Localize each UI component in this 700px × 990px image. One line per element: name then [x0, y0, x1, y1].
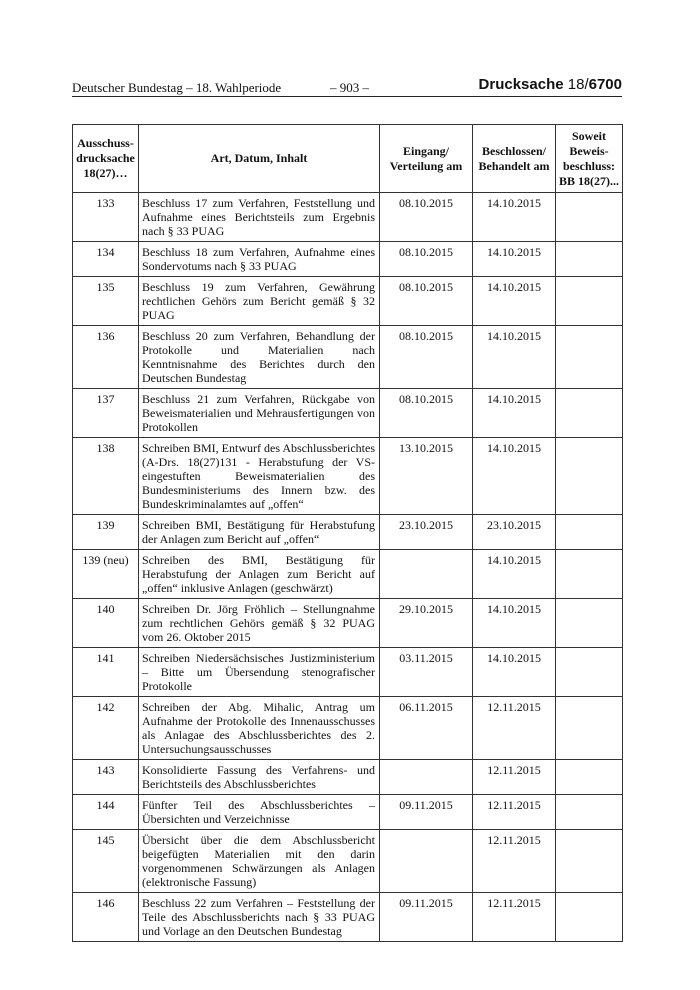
cell-art: Beschluss 20 zum Verfahren, Behandlung der Protokolle und Materialien nach Kenntnisnahme des Berichtes durch den Deutschen Bundestag: [139, 326, 380, 389]
cell-beschlossen: 14.10.2015: [473, 326, 556, 389]
page-number: – 903 –: [330, 80, 369, 95]
cell-beschlossen: 23.10.2015: [473, 515, 556, 550]
table-row: [73, 242, 623, 277]
table-row: [73, 648, 623, 697]
table-row: [73, 438, 623, 515]
cell-soweit: [556, 795, 623, 830]
cell-art: Schreiben BMI, Entwurf des Abschlussberichtes (A-Drs. 18(27)131 - Herabstufung der VS-eingestuften Beweismaterialien des Bundesministeriums des Innern bzw. des Bundeskriminalamtes auf „offen“: [139, 438, 380, 515]
cell-beschlossen: 14.10.2015: [473, 277, 556, 326]
table-row: [73, 389, 623, 438]
cell-nr: 140: [73, 599, 139, 648]
cell-soweit: [556, 830, 623, 893]
cell-art: Fünfter Teil des Abschlussberichtes – Übersichten und Verzeichnisse: [139, 795, 380, 830]
document-label: Drucksache: [478, 76, 564, 93]
table-row: [73, 795, 623, 830]
cell-beschlossen: 12.11.2015: [473, 760, 556, 795]
cell-beschlossen: 14.10.2015: [473, 389, 556, 438]
cell-nr: 143: [73, 760, 139, 795]
cell-beschlossen: 14.10.2015: [473, 599, 556, 648]
cell-beschlossen: 12.11.2015: [473, 830, 556, 893]
cell-eingang: 09.11.2015: [380, 795, 473, 830]
cell-soweit: [556, 648, 623, 697]
cell-eingang: 03.11.2015: [380, 648, 473, 697]
cell-soweit: [556, 277, 623, 326]
cell-art: Übersicht über die dem Abschlussbericht beigefügten Materialien mit den darin vorgenommenen Schwärzungen als Anlagen (elektronische Fassung): [139, 830, 380, 893]
cell-art: Schreiben des BMI, Bestätigung für Herabstufung der Anlagen zum Bericht auf „offen“ inklusive Anlagen (geschwärzt): [139, 550, 380, 599]
cell-eingang: 13.10.2015: [380, 438, 473, 515]
cell-art: Beschluss 17 zum Verfahren, Feststellung und Aufnahme eines Berichtsteils zum Ergebnis nach § 33 PUAG: [139, 193, 380, 242]
cell-art: Schreiben Niedersächsisches Justizministerium – Bitte um Übersendung stenografischer Protokolle: [139, 648, 380, 697]
cell-eingang: [380, 830, 473, 893]
table-row: [73, 760, 623, 795]
table-row: [73, 893, 623, 942]
cell-nr: 139: [73, 515, 139, 550]
cell-nr: 133: [73, 193, 139, 242]
cell-nr: 138: [73, 438, 139, 515]
cell-soweit: [556, 326, 623, 389]
cell-art: Beschluss 21 zum Verfahren, Rückgabe von Beweismaterialien und Mehrausfertigungen von Protokollen: [139, 389, 380, 438]
cell-art: Beschluss 18 zum Verfahren, Aufnahme eines Sondervotums nach § 33 PUAG: [139, 242, 380, 277]
column-header-nr: Ausschuss- drucksache 18(27)…: [73, 125, 139, 193]
cell-soweit: [556, 242, 623, 277]
cell-nr: 137: [73, 389, 139, 438]
page-header: [72, 78, 622, 97]
table-row: [73, 830, 623, 893]
cell-nr: 145: [73, 830, 139, 893]
cell-nr: 144: [73, 795, 139, 830]
cell-nr: 134: [73, 242, 139, 277]
cell-nr: 141: [73, 648, 139, 697]
cell-beschlossen: 12.11.2015: [473, 697, 556, 760]
cell-nr: 142: [73, 697, 139, 760]
cell-eingang: 23.10.2015: [380, 515, 473, 550]
cell-eingang: [380, 760, 473, 795]
table-row: [73, 697, 623, 760]
cell-art: Schreiben BMI, Bestätigung für Herabstufung der Anlagen zum Bericht auf „offen“: [139, 515, 380, 550]
table-row: [73, 550, 623, 599]
cell-soweit: [556, 515, 623, 550]
cell-eingang: 09.11.2015: [380, 893, 473, 942]
cell-soweit: [556, 389, 623, 438]
cell-eingang: 08.10.2015: [380, 193, 473, 242]
column-header-soweit: Soweit Beweis- beschluss: BB 18(27)...: [556, 125, 623, 193]
cell-eingang: 08.10.2015: [380, 242, 473, 277]
table-row: [73, 326, 623, 389]
cell-eingang: 06.11.2015: [380, 697, 473, 760]
document-number-period: 18/: [567, 76, 589, 93]
cell-beschlossen: 14.10.2015: [473, 438, 556, 515]
table-row: [73, 277, 623, 326]
table-row: [73, 193, 623, 242]
cell-art: Beschluss 19 zum Verfahren, Gewährung rechtlichen Gehörs zum Bericht gemäß § 32 PUAG: [139, 277, 380, 326]
cell-eingang: [380, 550, 473, 599]
cell-soweit: [556, 760, 623, 795]
cell-beschlossen: 14.10.2015: [473, 242, 556, 277]
cell-nr: 135: [73, 277, 139, 326]
cell-beschlossen: 14.10.2015: [473, 550, 556, 599]
cell-beschlossen: 12.11.2015: [473, 893, 556, 942]
column-header-art: Art, Datum, Inhalt: [139, 125, 380, 193]
cell-soweit: [556, 697, 623, 760]
cell-eingang: 08.10.2015: [380, 389, 473, 438]
cell-soweit: [556, 438, 623, 515]
table-header-row: [73, 125, 623, 193]
cell-soweit: [556, 893, 623, 942]
cell-soweit: [556, 550, 623, 599]
column-header-beschlossen: Beschlossen/ Behandelt am: [473, 125, 556, 193]
cell-eingang: 29.10.2015: [380, 599, 473, 648]
header-parliament: Deutscher Bundestag – 18. Wahlperiode: [72, 80, 282, 95]
cell-eingang: 08.10.2015: [380, 277, 473, 326]
cell-eingang: 08.10.2015: [380, 326, 473, 389]
cell-soweit: [556, 599, 623, 648]
cell-soweit: [556, 193, 623, 242]
cell-art: Schreiben Dr. Jörg Fröhlich – Stellungnahme zum rechtlichen Gehörs gemäß § 32 PUAG vom 26. Oktober 2015: [139, 599, 380, 648]
cell-beschlossen: 14.10.2015: [473, 648, 556, 697]
cell-art: Schreiben der Abg. Mihalic, Antrag um Aufnahme der Protokolle des Innenausschusses als Anlagae des Abschlussberichtes des 2. Untersuchungsausschusses: [139, 697, 380, 760]
cell-art: Konsolidierte Fassung des Verfahrens- und Berichtsteils des Abschlussberichtes: [139, 760, 380, 795]
cell-beschlossen: 12.11.2015: [473, 795, 556, 830]
cell-nr: 136: [73, 326, 139, 389]
table-row: [73, 599, 623, 648]
cell-nr: 146: [73, 893, 139, 942]
document-number-id: 6700: [588, 76, 622, 93]
column-header-eingang: Eingang/ Verteilung am: [380, 125, 473, 193]
cell-nr: 139 (neu): [73, 550, 139, 599]
documents-table: [72, 124, 623, 942]
table-row: [73, 515, 623, 550]
cell-art: Beschluss 22 zum Verfahren – Feststellung der Teile des Abschlussberichts nach § 33 PUAG und Vorlage an den Deutschen Bundestag: [139, 893, 380, 942]
document-number: [479, 76, 622, 93]
cell-beschlossen: 14.10.2015: [473, 193, 556, 242]
